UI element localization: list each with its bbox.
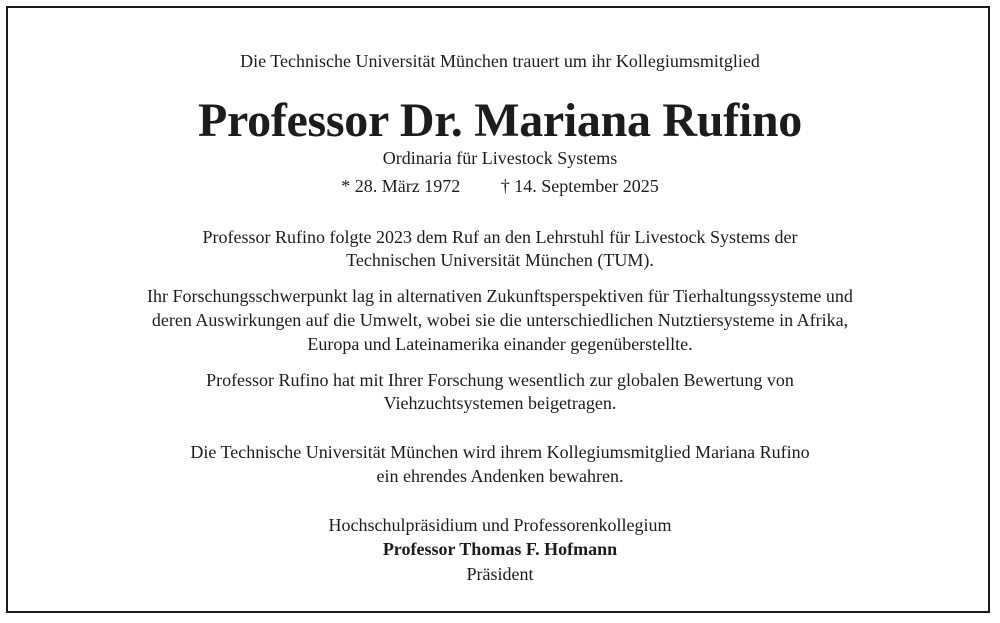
intro-text: Die Technische Universität München trauert um ihr Kollegiumsmitglied	[240, 51, 760, 71]
paragraph-2-line-3: Europa und Lateinamerika einander gegenüberstellte.	[307, 334, 693, 354]
paragraph-1-line-2: Technischen Universität München (TUM).	[346, 250, 654, 270]
signature-title: Präsident	[466, 564, 534, 584]
signature-name: Professor Thomas F. Hofmann	[382, 539, 618, 559]
paragraph-3-line-1: Professor Rufino hat mit Ihrer Forschung wesentlich zur globalen Bewertung von	[206, 370, 794, 390]
birth-date: * 28. März 1972	[341, 176, 461, 196]
paragraph-4-line-2: ein ehrendes Andenken bewahren.	[376, 466, 624, 486]
life-dates	[0, 174, 1000, 198]
paragraph-4-line-1: Die Technische Universität München wird ihrem Kollegiumsmitglied Mariana Rufino	[190, 442, 810, 462]
deceased-role: Ordinaria für Livestock Systems	[382, 148, 618, 168]
paragraph-2-line-2: deren Auswirkungen auf die Umwelt, wobei sie die unterschiedlichen Nutztiersysteme in Afrika,	[151, 310, 849, 330]
signature-body: Hochschulpräsidium und Professorenkollegium	[328, 515, 672, 535]
paragraph-3-line-2: Viehzuchtsystemen beigetragen.	[383, 393, 617, 413]
death-date: † 14. September 2025	[500, 176, 659, 196]
deceased-name: Professor Dr. Mariana Rufino	[197, 94, 803, 147]
paragraph-1-line-1: Professor Rufino folgte 2023 dem Ruf an den Lehrstuhl für Livestock Systems der	[202, 227, 798, 247]
paragraph-2-line-1: Ihr Forschungsschwerpunkt lag in alternativen Zukunftsperspektiven für Tierhaltungssysteme und	[147, 286, 853, 306]
